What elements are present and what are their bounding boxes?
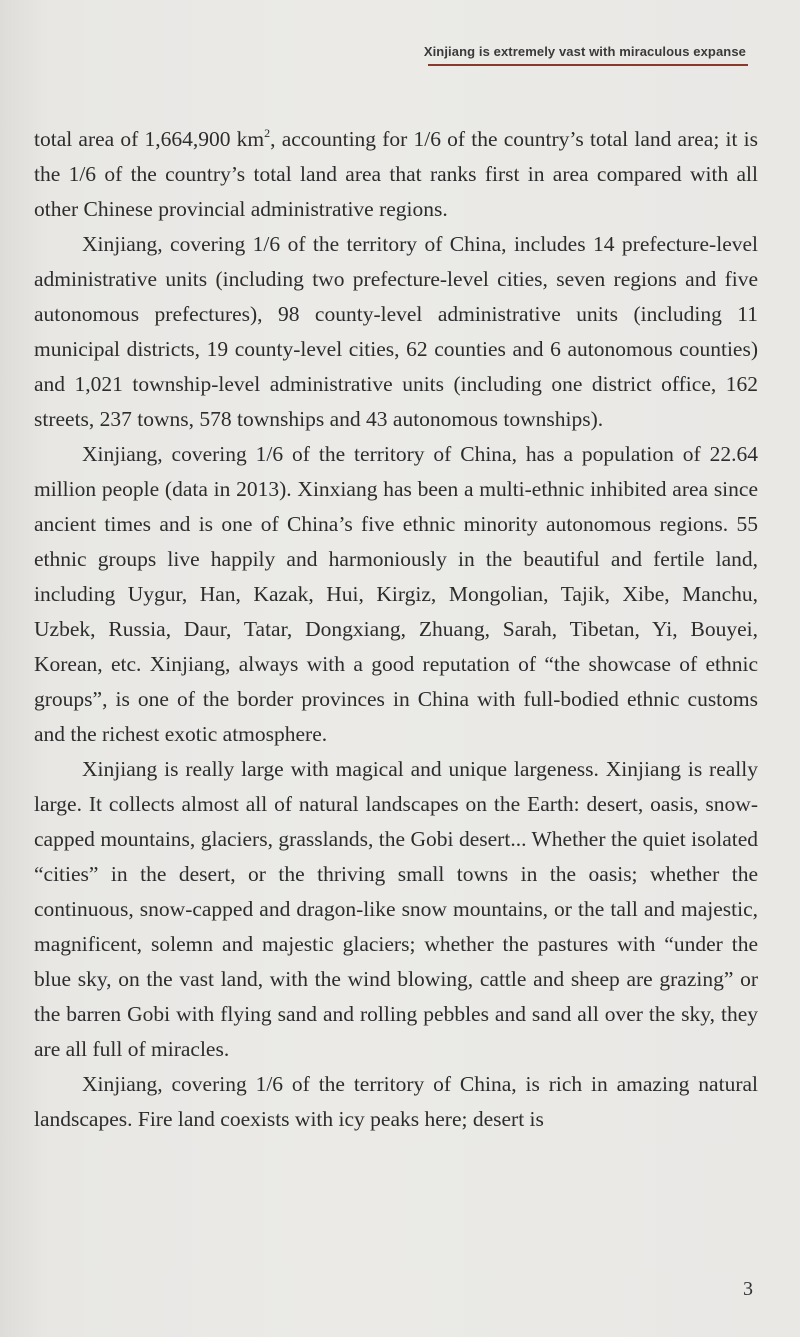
paragraph-5: Xinjiang, covering 1/6 of the territory of China, is rich in amazing natural landscapes. Fire land coexists with icy peaks here; desert is xyxy=(34,1072,758,1131)
superscript-2: 2 xyxy=(264,126,271,140)
paragraph-1 xyxy=(34,122,758,227)
paragraph-1-end: , accounting for 1/6 of the country’s total land area; it is the 1/6 of the country’s total land area that ranks first in area compared with all other Chinese provincial administrative regions. xyxy=(34,127,758,221)
body-text xyxy=(34,122,758,1137)
paragraph-3: Xinjiang, covering 1/6 of the territory of China, has a population of 22.64 million people (data in 2013). Xinxiang has been a multi-ethnic inhibited area since ancient times and is one of China’s five ethnic minority autonomous regions. 55 ethnic groups live happily and harmoniously in the beautiful and fertile land, including Uygur, Han, Kazak, Hui, Kirgiz, Mongolian, Tajik, Xibe, Manchu, Uzbek, Russia, Daur, Tatar, Dongxiang, Zhuang, Sarah, Tibetan, Yi, Bouyei, Korean, etc. Xinjiang, always with a good reputation of “the showcase of ethnic groups”, is one of the border provinces in China with full-bodied ethnic customs and the richest exotic atmosphere. xyxy=(34,442,758,746)
paragraph-1-start: total area of 1,664,900 km xyxy=(34,127,265,151)
header-rule xyxy=(428,64,748,66)
paragraph-2: Xinjiang, covering 1/6 of the territory of China, includes 14 prefecture-level administrative units (including two prefecture-level cities, seven regions and five autonomous prefectures), 98 county-level administrative units (including 11 municipal districts, 19 county-level cities, 62 counties and 6 autonomous counties) and 1,021 township-level administrative units (including one district office, 162 streets, 237 towns, 578 townships and 43 autonomous townships). xyxy=(34,232,758,431)
paragraph-4: Xinjiang is really large with magical and unique largeness. Xinjiang is really large. It collects almost all of natural landscapes on the Earth: desert, oasis, snow-capped mountains, glaciers, grasslands, the Gobi desert... Whether the quiet isolated “cities” in the desert, or the thriving small towns in the oasis; whether the continuous, snow-capped and dragon-like snow mountains, or the tall and majestic, magnificent, solemn and majestic glaciers; whether the pastures with “under the blue sky, on the vast land, with the wind blowing, cattle and sheep are grazing” or the barren Gobi with flying sand and rolling pebbles and sand all over the sky, they are all full of miracles. xyxy=(34,757,758,1061)
page-number: 3 xyxy=(743,1278,753,1300)
running-header: Xinjiang is extremely vast with miraculous expanse xyxy=(423,44,746,59)
